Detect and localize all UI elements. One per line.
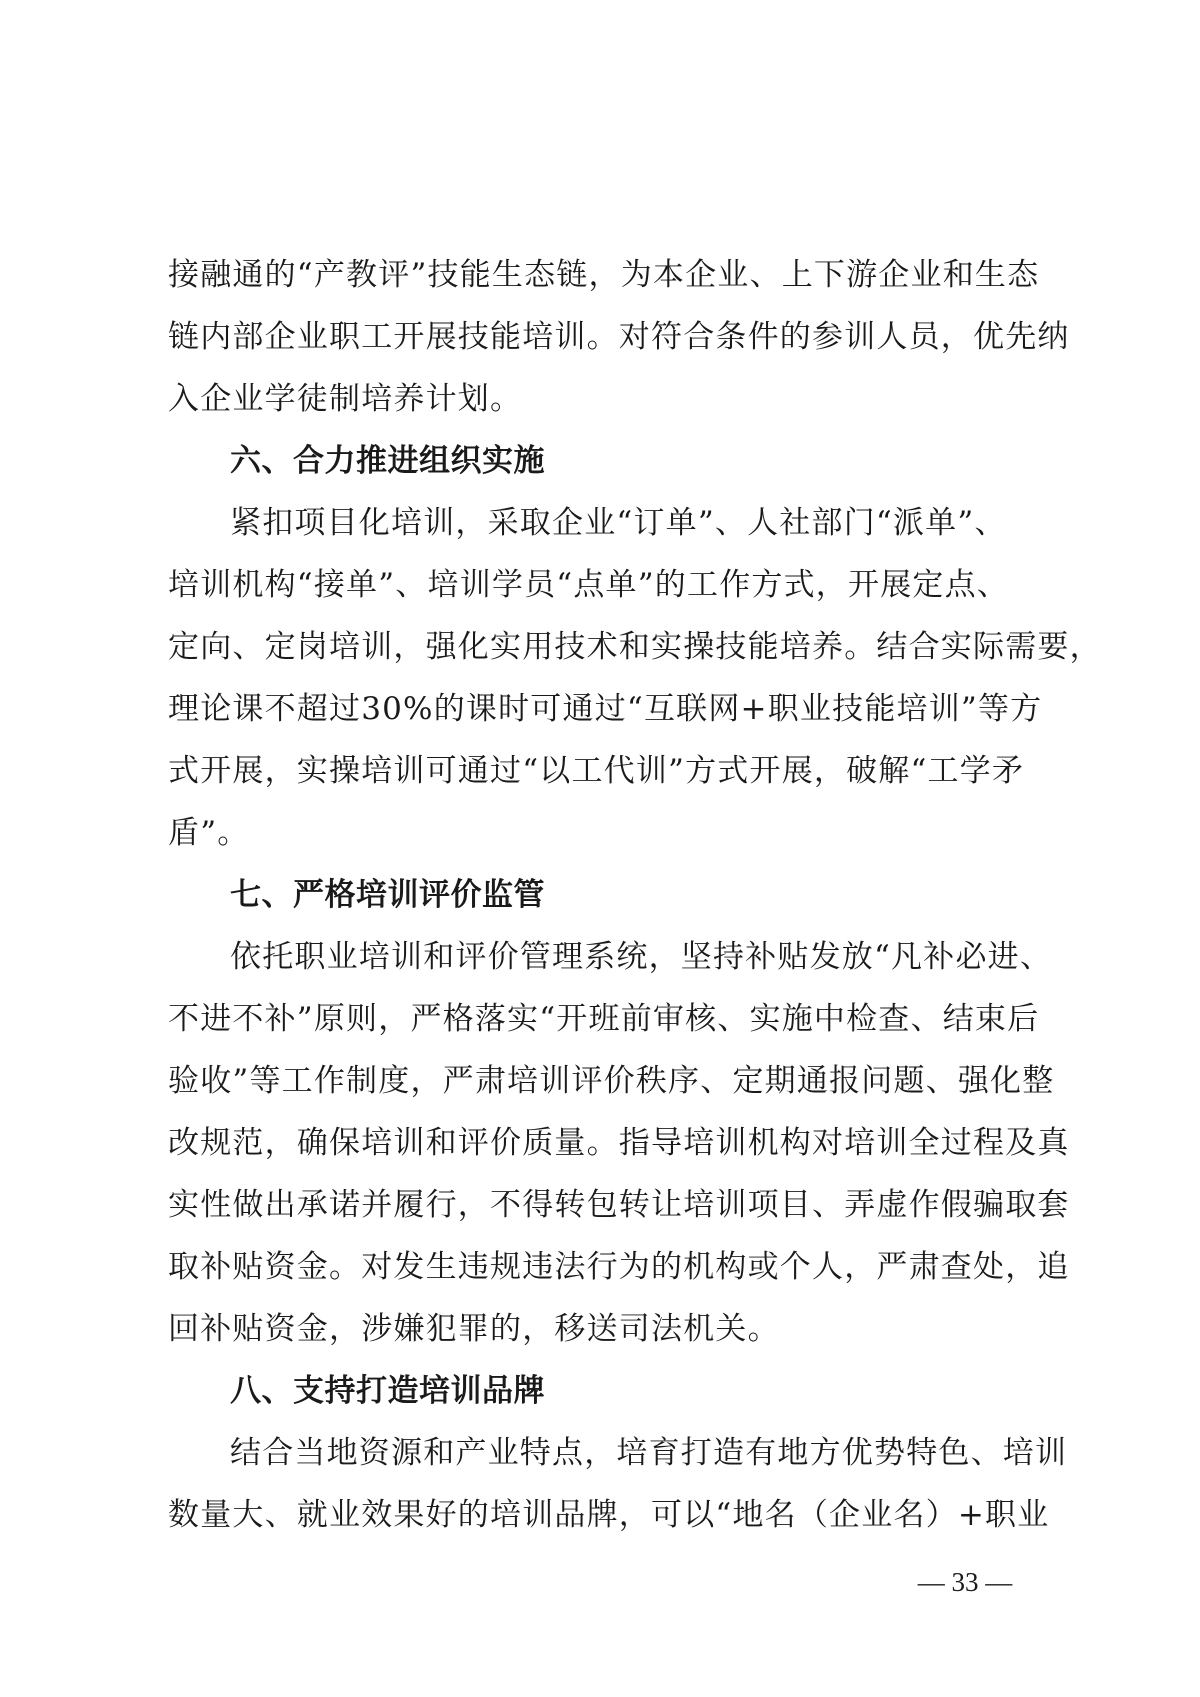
page-number: — 33 — — [917, 1567, 1013, 1597]
body-text-line: 改规范，确保培训和评价质量。指导培训机构对培训全过程及真 — [168, 1125, 1070, 1161]
body-text-line: 紧扣项目化培训，采取企业“订单”、人社部门“派单”、 — [230, 505, 1007, 541]
document-body — [168, 244, 1102, 1546]
body-text-line: 回补贴资金，涉嫌犯罪的，移送司法机关。 — [168, 1311, 780, 1347]
body-text-line: 依托职业培训和评价管理系统，坚持补贴发放“凡补必进、 — [230, 939, 1053, 975]
body-text-line: 入企业学徒制培养计划。 — [168, 381, 523, 417]
body-text-line: 理论课不超过30%的课时可通过“互联网+职业技能培训”等方 — [168, 691, 1043, 727]
body-text-line: 培训机构“接单”、培训学员“点单”的工作方式，开展定点、 — [168, 567, 1009, 603]
body-text-line: 取补贴资金。对发生违规违法行为的机构或个人，严肃查处，追 — [168, 1249, 1070, 1285]
section-heading: 七、严格培训评价监管 — [230, 877, 545, 913]
body-text-line: 验收”等工作制度，严肃培训评价秩序、定期通报问题、强化整 — [168, 1063, 1055, 1099]
section-heading: 六、合力推进组织实施 — [230, 443, 545, 479]
section-heading: 八、支持打造培训品牌 — [230, 1373, 545, 1409]
body-text-line: 结合当地资源和产业特点，培育打造有地方优势特色、培训 — [230, 1435, 1068, 1471]
body-text-line: 不进不补”原则，严格落实“开班前审核、实施中检查、结束后 — [168, 1001, 1040, 1037]
body-text-line: 式开展，实操培训可通过“以工代训”方式开展，破解“工学矛 — [168, 753, 1025, 789]
body-text-line: 接融通的“产教评”技能生态链，为本企业、上下游企业和生态 — [168, 257, 1040, 293]
body-text-line: 定向、定岗培训，强化实用技术和实操技能培养。结合实际需要， — [168, 629, 1102, 665]
body-text-line: 数量大、就业效果好的培训品牌，可以“地名（企业名）+职业 — [168, 1497, 1050, 1533]
body-text-line: 盾”。 — [168, 815, 250, 851]
body-text-line: 实性做出承诺并履行，不得转包转让培训项目、弄虚作假骗取套 — [168, 1187, 1070, 1223]
body-text-line: 链内部企业职工开展技能培训。对符合条件的参训人员，优先纳 — [168, 319, 1070, 355]
